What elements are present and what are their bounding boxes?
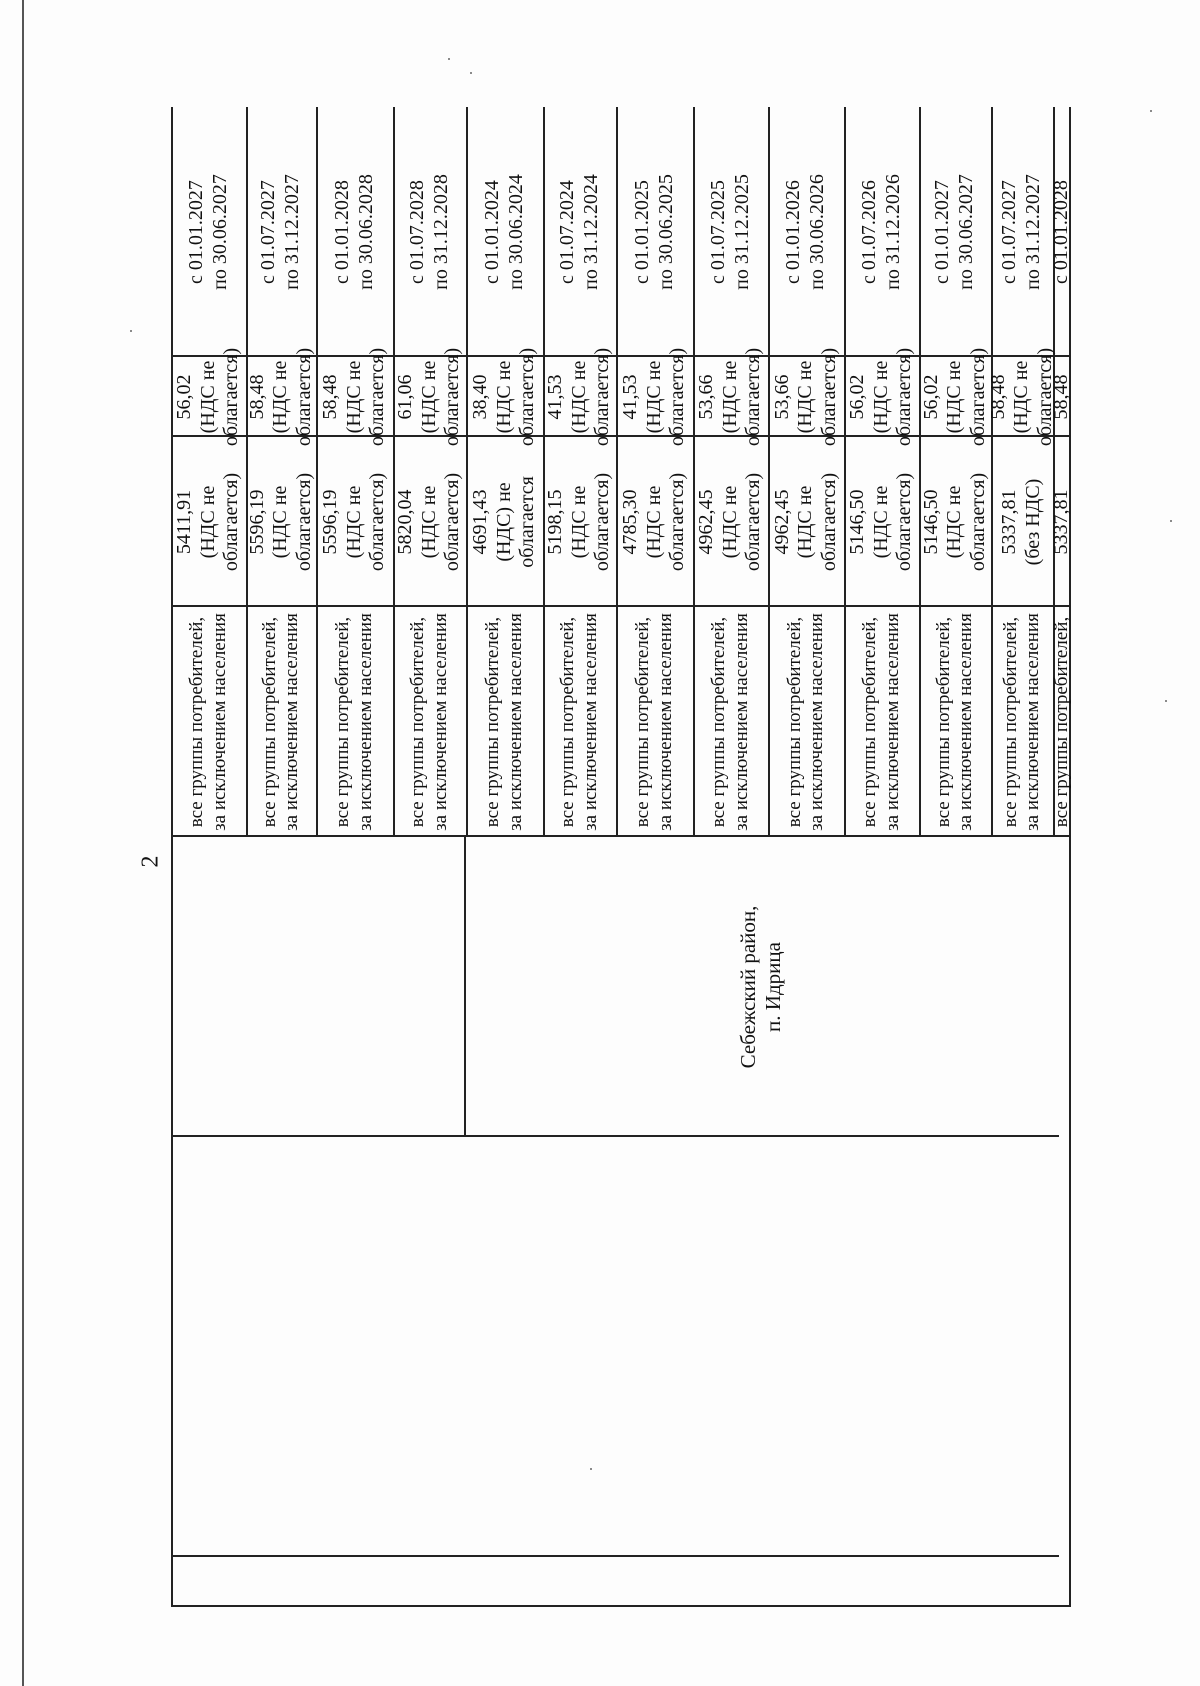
tariff-value-cell (693, 437, 768, 607)
tariff-value-cell (616, 437, 693, 607)
scan-edge-line (22, 0, 24, 1686)
rate-value-cell-line: облагается) (966, 347, 989, 447)
period-cell (466, 107, 543, 357)
period-cell-line: по 31.12.2026 (881, 174, 904, 290)
consumer-group-cell-line: за исключением населения (955, 613, 976, 831)
consumer-group-cell (844, 607, 919, 837)
district-name-line: Себежский район, (736, 905, 761, 1069)
tariff-value-cell-line: 5198,15 (544, 489, 567, 555)
period-cell (844, 107, 919, 357)
tariff-value-cell-line: (НДС не (642, 485, 665, 559)
rate-value-cell-line: 56,02 (846, 374, 869, 420)
rate-value-cell-line: облагается) (893, 347, 916, 447)
tariff-value-cell (466, 437, 543, 607)
tariff-value-cell (1050, 437, 1073, 607)
period-cell-line: по 30.06.2026 (806, 174, 828, 290)
tariff-value-cell-line: (НДС не (269, 485, 292, 559)
scan-speck (448, 58, 450, 60)
rate-value-cell (693, 347, 768, 447)
district-name-line: п. Идрица (761, 942, 785, 1032)
rate-value-cell-line: 38,40 (469, 374, 492, 420)
consumer-group-cell-line: за исключением населения (429, 613, 451, 831)
rate-value-cell-line: (НДС не (869, 360, 892, 434)
rate-value-cell (393, 347, 466, 447)
consumer-group-cell-line: все группы потребителей, (859, 616, 881, 828)
period-cell-line: с 01.07.2025 (706, 180, 729, 284)
tariff-value-cell-line: 5337,81 (998, 489, 1021, 555)
period-cell-line: с 01.01.2028 (330, 180, 353, 284)
rate-value-cell-line: (НДС не (718, 360, 741, 434)
period-cell (393, 107, 466, 357)
period-cell-line: с 01.01.2027 (931, 180, 954, 284)
consumer-group-cell-line: за исключением населения (354, 613, 376, 831)
tariff-value-cell-line: облагается) (742, 472, 765, 572)
period-cell-line: с 01.07.2028 (405, 180, 428, 284)
consumer-group-cell (693, 607, 768, 837)
rate-value-cell (171, 347, 246, 447)
consumer-group-cell-line: за исключением населения (806, 613, 827, 831)
consumer-group-cell (543, 607, 616, 837)
tariff-value-cell (171, 437, 246, 607)
rate-value-cell (316, 347, 393, 447)
tariff-value-cell-line: (НДС не (718, 485, 741, 559)
period-cell (768, 107, 844, 357)
period-cell-line: с 01.07.2027 (998, 180, 1021, 284)
tariff-value-cell-line: облагается) (666, 472, 689, 572)
consumer-group-cell (246, 607, 316, 837)
consumer-group-cell (616, 607, 693, 837)
rate-value-cell-line: облагается) (220, 347, 243, 447)
period-cell-line: с 01.01.2024 (480, 180, 503, 284)
rate-value-cell-line: (НДС не (794, 360, 817, 434)
scan-speck (1150, 110, 1152, 112)
tariff-value-cell-line: 5411,91 (173, 489, 196, 555)
rate-value-cell-line: 41,53 (544, 374, 567, 420)
period-cell-line: по 31.12.2028 (429, 174, 452, 290)
consumer-group-cell-line: все группы потребителей, (783, 616, 805, 828)
rate-value-cell-line: облагается) (742, 347, 765, 447)
period-cell-line: по 31.12.2027 (1022, 174, 1044, 290)
consumer-group-cell (393, 607, 466, 837)
consumer-group-cell-line: за исключением населения (208, 613, 230, 831)
consumer-group-cell-line: все группы потребителей, (557, 616, 579, 828)
rate-value-cell-line: 61,06 (394, 374, 417, 420)
consumer-group-cell (919, 607, 991, 837)
period-cell (316, 107, 393, 357)
consumer-group-cell-line: все группы потребителей, (407, 616, 429, 828)
rate-value-cell (844, 347, 919, 447)
tariff-value-cell-line: 5146,50 (919, 489, 942, 555)
rate-value-cell (919, 347, 991, 447)
consumer-group-cell (1050, 607, 1072, 837)
period-cell-line: по 31.12.2027 (281, 174, 303, 290)
consumer-group-cell-line: все группы потребителей, (932, 616, 954, 828)
tariff-value-cell-line: (НДС не (196, 485, 219, 559)
tariff-value-cell (543, 437, 616, 607)
rate-value-cell-line: облагается) (1033, 347, 1056, 447)
period-cell (246, 107, 316, 357)
scan-speck (1165, 700, 1167, 702)
period-cell-line: по 30.06.2027 (955, 174, 977, 290)
rate-value-cell-line: (НДС не (342, 360, 365, 434)
rate-value-cell-line: 58,48 (986, 374, 1009, 420)
rate-value-cell (466, 347, 543, 447)
period-cell-line: с 01.01.2025 (630, 180, 653, 284)
consumer-group-cell (316, 607, 393, 837)
rate-value-cell-line: 58,48 (1050, 374, 1073, 420)
rate-value-cell-line: облагается) (366, 347, 389, 447)
period-cell-line: с 01.01.2028 (1050, 180, 1073, 284)
tariff-value-cell-line: (НДС не (794, 485, 817, 559)
tariff-value-cell-line: облагается) (966, 472, 989, 572)
period-cell (616, 107, 693, 357)
tariff-value-cell (768, 437, 844, 607)
scan-speck (1170, 520, 1172, 522)
scan-speck (470, 72, 472, 74)
period-cell-line: по 30.06.2024 (504, 174, 527, 290)
consumer-group-cell-line: все группы потребителей, (999, 616, 1021, 828)
rate-value-cell-line: облагается) (591, 347, 614, 447)
tariff-table (171, 107, 1071, 1607)
tariff-value-cell-line: (без НДС) (1022, 478, 1044, 566)
period-cell-line: с 01.07.2026 (857, 180, 880, 284)
period-cell-line: по 30.06.2025 (654, 174, 677, 290)
period-cell-line: с 01.07.2027 (257, 180, 280, 284)
tariff-value-cell (844, 437, 919, 607)
tariff-value-cell-line: 5596,19 (319, 489, 342, 555)
rate-value-cell-line: (НДС не (196, 360, 219, 434)
district-name (466, 837, 1056, 1137)
rate-value-cell-line: 53,66 (770, 374, 793, 420)
rate-value-cell-line: облагается) (817, 347, 840, 447)
tariff-value-cell-line: (НДС) не (492, 482, 515, 562)
tariff-value-cell-line: (НДС не (567, 485, 590, 559)
scan-speck (130, 330, 132, 332)
rate-value-cell-line: (НДС не (943, 360, 966, 434)
consumer-group-cell-line: за исключением населения (730, 613, 752, 831)
rate-value-cell-line: (НДС не (417, 360, 440, 434)
tariff-value-cell-line: облагается) (292, 472, 315, 572)
tariff-value-cell-line: 5337,81 (1050, 489, 1073, 555)
tariff-value-cell-line: облагается) (591, 472, 614, 572)
consumer-group-cell-line: все группы потребителей, (186, 616, 208, 828)
consumer-group-cell (171, 607, 246, 837)
consumer-group-cell (768, 607, 844, 837)
rate-value-cell (543, 347, 616, 447)
tariff-value-cell-line: 4962,45 (770, 489, 793, 555)
rate-value-cell (768, 347, 844, 447)
period-cell-line: по 30.06.2027 (208, 174, 231, 290)
rate-value-cell-line: облагается) (666, 347, 689, 447)
rate-value-cell (1050, 357, 1073, 437)
consumer-group-cell-line: за исключением населения (1022, 613, 1043, 831)
tariff-value-cell-line: облагается) (817, 472, 840, 572)
consumer-group-cell-line: все группы потребителей, (1050, 616, 1072, 828)
consumer-group-cell-line: все группы потребителей, (632, 616, 654, 828)
table-left-border (171, 1605, 1071, 1607)
rate-value-cell-line: 41,53 (619, 374, 642, 420)
consumer-group-cell (991, 607, 1053, 837)
consumer-group-cell-line: все группы потребителей, (332, 616, 354, 828)
tariff-value-cell-line: 5146,50 (846, 489, 869, 555)
consumer-group-cell-line: за исключением населения (504, 613, 526, 831)
consumer-group-cell-line: все группы потребителей, (258, 616, 280, 828)
tariff-value-cell-line: облагается) (366, 472, 389, 572)
rate-value-cell-line: 58,48 (319, 374, 342, 420)
tariff-value-cell (246, 437, 316, 607)
tariff-value-cell-line: облагается) (220, 472, 243, 572)
rate-value-cell (986, 347, 1056, 447)
rate-value-cell-line: облагается) (441, 347, 464, 447)
rate-value-cell-line: 58,48 (245, 374, 268, 420)
tariff-value-cell-line: (НДС не (869, 485, 892, 559)
rate-value-cell-line: (НДС не (642, 360, 665, 434)
period-cell-line: по 30.06.2028 (354, 174, 377, 290)
period-cell-line: по 31.12.2025 (730, 174, 753, 290)
period-cell (1050, 107, 1073, 357)
column-border (171, 1555, 1059, 1557)
tariff-value-cell (991, 437, 1053, 607)
tariff-value-cell (919, 437, 991, 607)
tariff-value-cell-line: облагается (516, 476, 539, 568)
period-cell (171, 107, 246, 357)
tariff-value-cell (393, 437, 466, 607)
tariff-value-cell-line: (НДС не (417, 485, 440, 559)
tariff-value-cell-line: облагается) (441, 472, 464, 572)
rate-value-cell-line: (НДС не (492, 360, 515, 434)
period-cell (919, 107, 991, 357)
tariff-value-cell-line: 5820,04 (394, 489, 417, 555)
tariff-value-cell-line: 4691,43 (469, 489, 492, 555)
consumer-group-cell-line: за исключением населения (881, 613, 903, 831)
period-cell-line: по 31.12.2024 (579, 174, 602, 290)
period-cell-line: с 01.01.2027 (184, 180, 207, 284)
consumer-group-cell-line: все группы потребителей, (708, 616, 730, 828)
rate-value-cell (245, 347, 316, 447)
rate-value-cell-line: облагается) (292, 347, 315, 447)
consumer-group-cell-line: все группы потребителей, (482, 616, 504, 828)
rate-value-cell-line: 56,02 (919, 374, 942, 420)
tariff-value-cell-line: облагается) (893, 472, 916, 572)
consumer-group-cell (466, 607, 543, 837)
rate-value-cell-line: (НДС не (1010, 360, 1033, 434)
period-cell-line: с 01.07.2024 (555, 180, 578, 284)
tariff-value-cell-line: 5596,19 (245, 489, 268, 555)
consumer-group-cell-line: за исключением населения (654, 613, 676, 831)
rate-value-cell-line: 53,66 (695, 374, 718, 420)
rate-value-cell-line: (НДС не (269, 360, 292, 434)
page-number: 2 (137, 855, 164, 868)
tariff-value-cell (316, 437, 393, 607)
consumer-group-cell-line: за исключением населения (281, 613, 302, 831)
period-cell (543, 107, 616, 357)
period-cell (991, 107, 1053, 357)
consumer-group-cell-line: за исключением населения (579, 613, 601, 831)
rate-value-cell-line: 56,02 (173, 374, 196, 420)
period-cell (693, 107, 768, 357)
rate-value-cell (616, 347, 693, 447)
rate-value-cell-line: облагается) (516, 347, 539, 447)
tariff-value-cell-line: 4962,45 (695, 489, 718, 555)
period-cell-line: с 01.01.2026 (782, 180, 805, 284)
tariff-value-cell-line: 4785,30 (619, 489, 642, 555)
tariff-value-cell-line: (НДС не (943, 485, 966, 559)
rate-value-cell-line: (НДС не (567, 360, 590, 434)
tariff-value-cell-line: (НДС не (342, 485, 365, 559)
